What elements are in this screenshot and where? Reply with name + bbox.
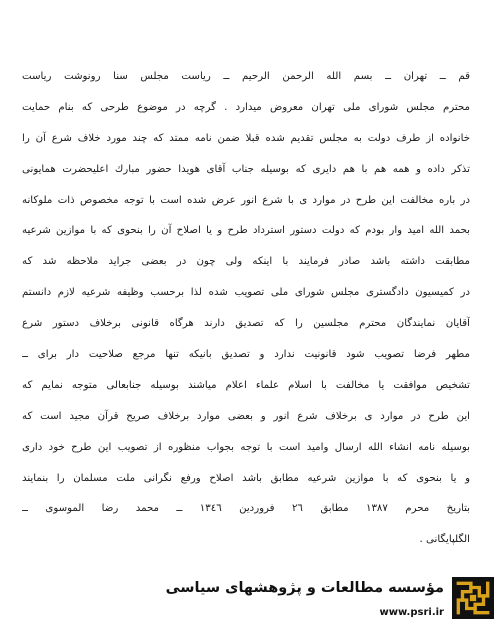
letter-line: بوسيله نامه انشاء الله ارسال واميد است با توجه بجواب منظوره از تصويب اين طرح خود دارى [22,441,470,453]
letter-line: خانواده از طرف دولت به مجلس تقديم شده قبلا ضمن نامه ممتد كه چند مورد خلاف شرع آن را [22,132,470,144]
letter-line: و يا بنحوى كه با موازين شرعيه مطابق باشد اصلاح ورفع نگرانى ملت مسلمان را بنمايند [22,472,470,484]
letter-line: قم ــ تهران ــ بسم الله الرحمن الرحيم ــ رياست مجلس سنا رونوشت رياست [22,71,470,82]
footer-banner [0,572,500,634]
letter-line: در كميسيون دادگسترى مجلس شوراى ملى تصويب شده لذا برحسب وظيفه شرعيه لازم دانستم [22,287,470,299]
letter-line: بتاريخ محرم ١٣٨٧ مطابق ٢٦ فروردين ١٣٤٦ ــ محمد رضا الموسوى ــ [22,503,470,515]
letter-line: مطهر فرضا تصويب شود قانونيت ندارد و تصديق بانيكه تنها مرجع صلاحيت دار براى ــ [22,349,470,361]
letter-line: اين طرح در موارد ى برخلاف شرع انور و بعضى موارد برخلاف صريح قرآن مجيد است كه [22,410,470,422]
institute-logo-icon [452,577,494,619]
letter-line: بحمد الله اميد وار بودم كه دولت دستور استرداد طرح و يا اصلاح آن را بنحوى كه با موازين شرعيه [22,225,470,237]
letter-line: محترم مجلس شوراى ملى تهران معروض ميدارد . گرچه در موضوع طرحى كه بنام حمايت [22,101,470,113]
letter-line: تشخيص موافقت يا مخالفت با اسلام علماء اعلام مياشند بوسيله جنابعالى متوجه نمايم كه [22,379,470,391]
letter-line: آقايان نمايندگان محترم مجلسين را كه تصديق دارند هرگاه قانونى برخلاف دستور شرع [22,318,470,330]
letter-line: در باره مخالفت اين طرح در موارد ى با شرع انور عرض شده است با توجه مخصوص ذات ملوكانه [22,194,470,206]
letter-line: الگلپايگانى . [419,534,470,546]
website-link[interactable]: www.psri.ir [379,607,444,618]
letter-body [22,62,470,556]
institute-name: مؤسسه مطالعات و پژوهشهای سیاسی [165,580,444,596]
letter-line: تذكر داده و همه هم با هم دايرى كه بوسيله جناب آقاى هويدا حضور مبارك اعليحضرت همايونى [22,163,470,175]
letter-line: مطابقت داشته باشد صادر فرمايند با اينكه ولى چون در بعضى جرايد ملاحظه شد كه [22,256,470,268]
